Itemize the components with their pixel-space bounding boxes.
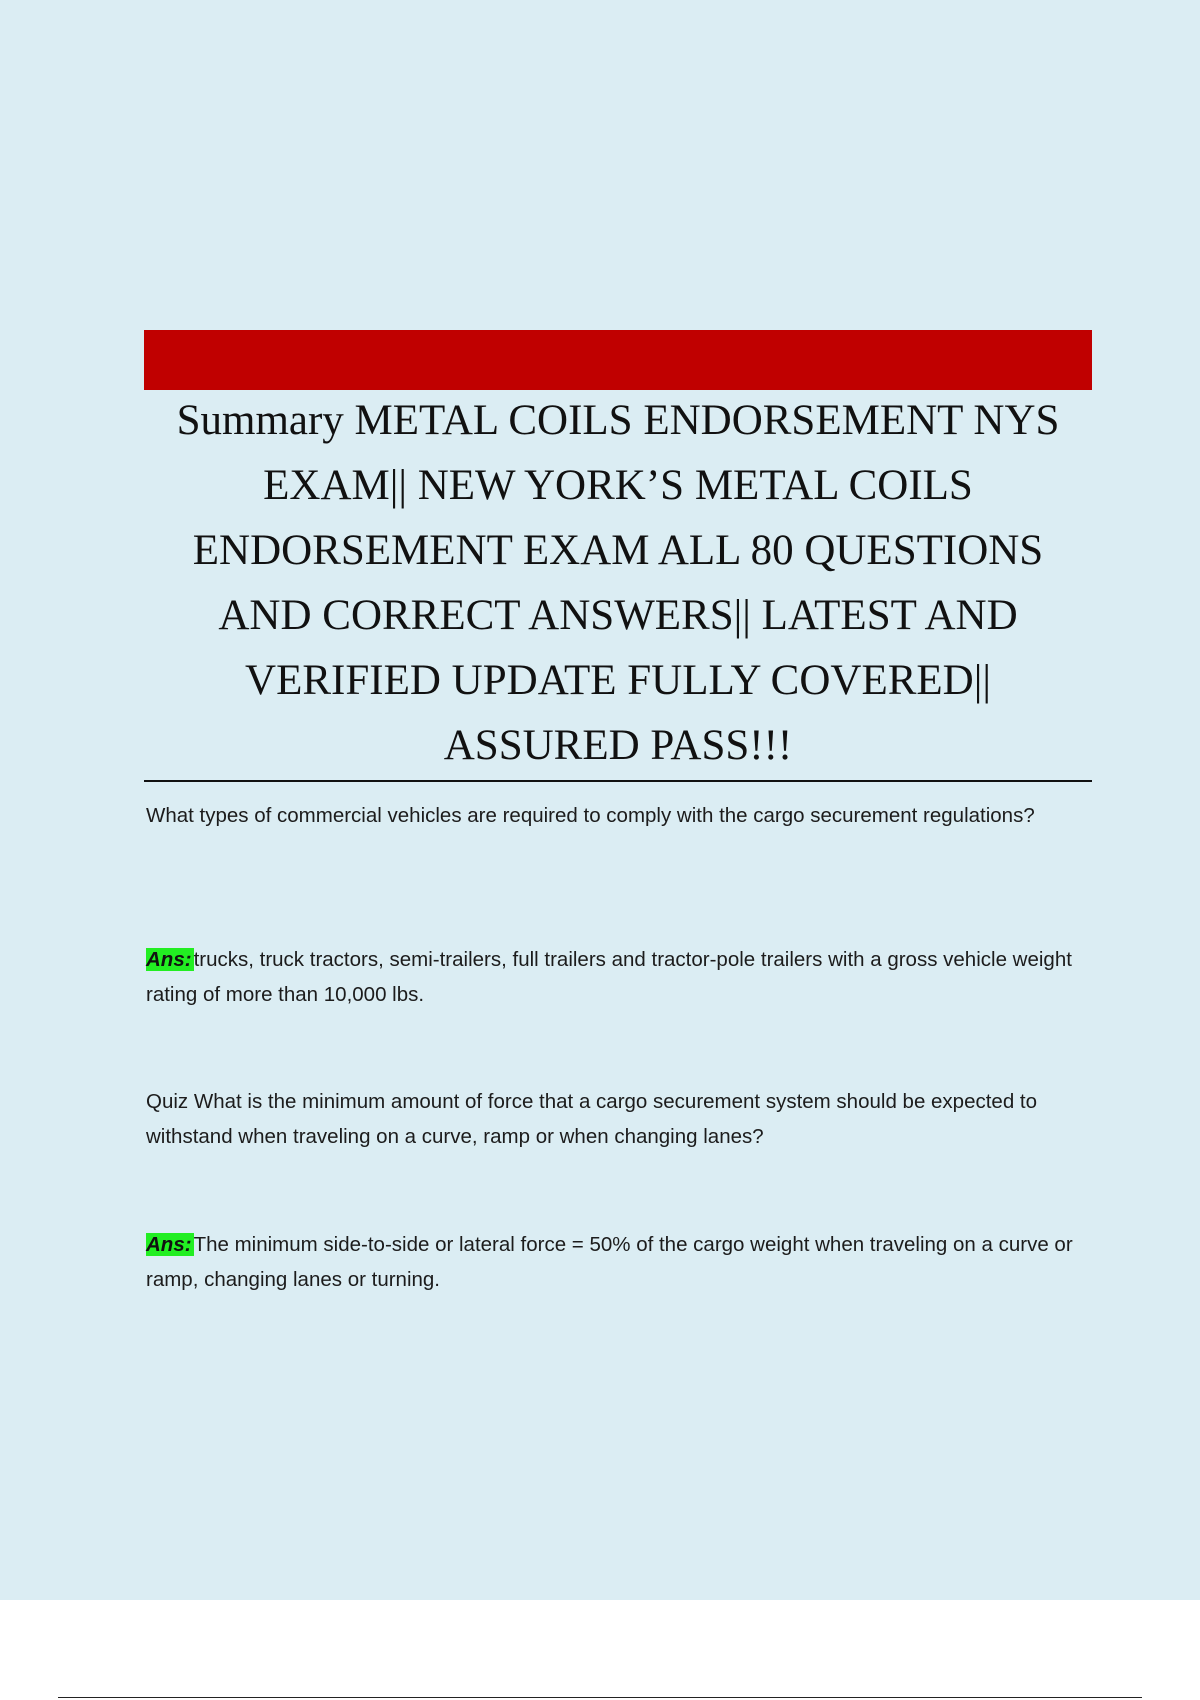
title-divider bbox=[144, 780, 1092, 782]
question-1-text: What types of commercial vehicles are required to comply with the cargo securement regulations? bbox=[146, 804, 1035, 827]
answer-1-tag: Ans: bbox=[146, 948, 192, 971]
answer-1 bbox=[146, 942, 1086, 1012]
answer-2 bbox=[146, 1227, 1086, 1297]
question-1 bbox=[146, 798, 1086, 833]
question-2-text: Quiz What is the minimum amount of force that a cargo securement system should be expected to withstand when traveling on a curve, ramp or when changing lanes? bbox=[146, 1090, 1038, 1148]
document-title: Summary METAL COILS ENDORSEMENT NYS EXAM|| NEW YORK’S METAL COILS ENDORSEMENT EXAM ALL 80 QUESTIONS AND CORRECT ANSWERS|| LATEST AND VERIFIED UPDATE FULLY COVERED|| ASSURED PASS!!! bbox=[176, 397, 1060, 769]
title-banner-bar bbox=[144, 330, 1092, 390]
question-2 bbox=[146, 1084, 1086, 1154]
answer-2-text: The minimum side-to-side or lateral force = 50% of the cargo weight when traveling on a curve or ramp, changing lanes or turning. bbox=[146, 1233, 1073, 1291]
answer-2-tag: Ans: bbox=[146, 1233, 192, 1256]
answer-1-text: trucks, truck tractors, semi-trailers, full trailers and tractor-pole trailers with a gross vehicle weight rating of more than 10,000 lbs. bbox=[146, 948, 1072, 1006]
footer-divider bbox=[58, 1697, 1142, 1698]
